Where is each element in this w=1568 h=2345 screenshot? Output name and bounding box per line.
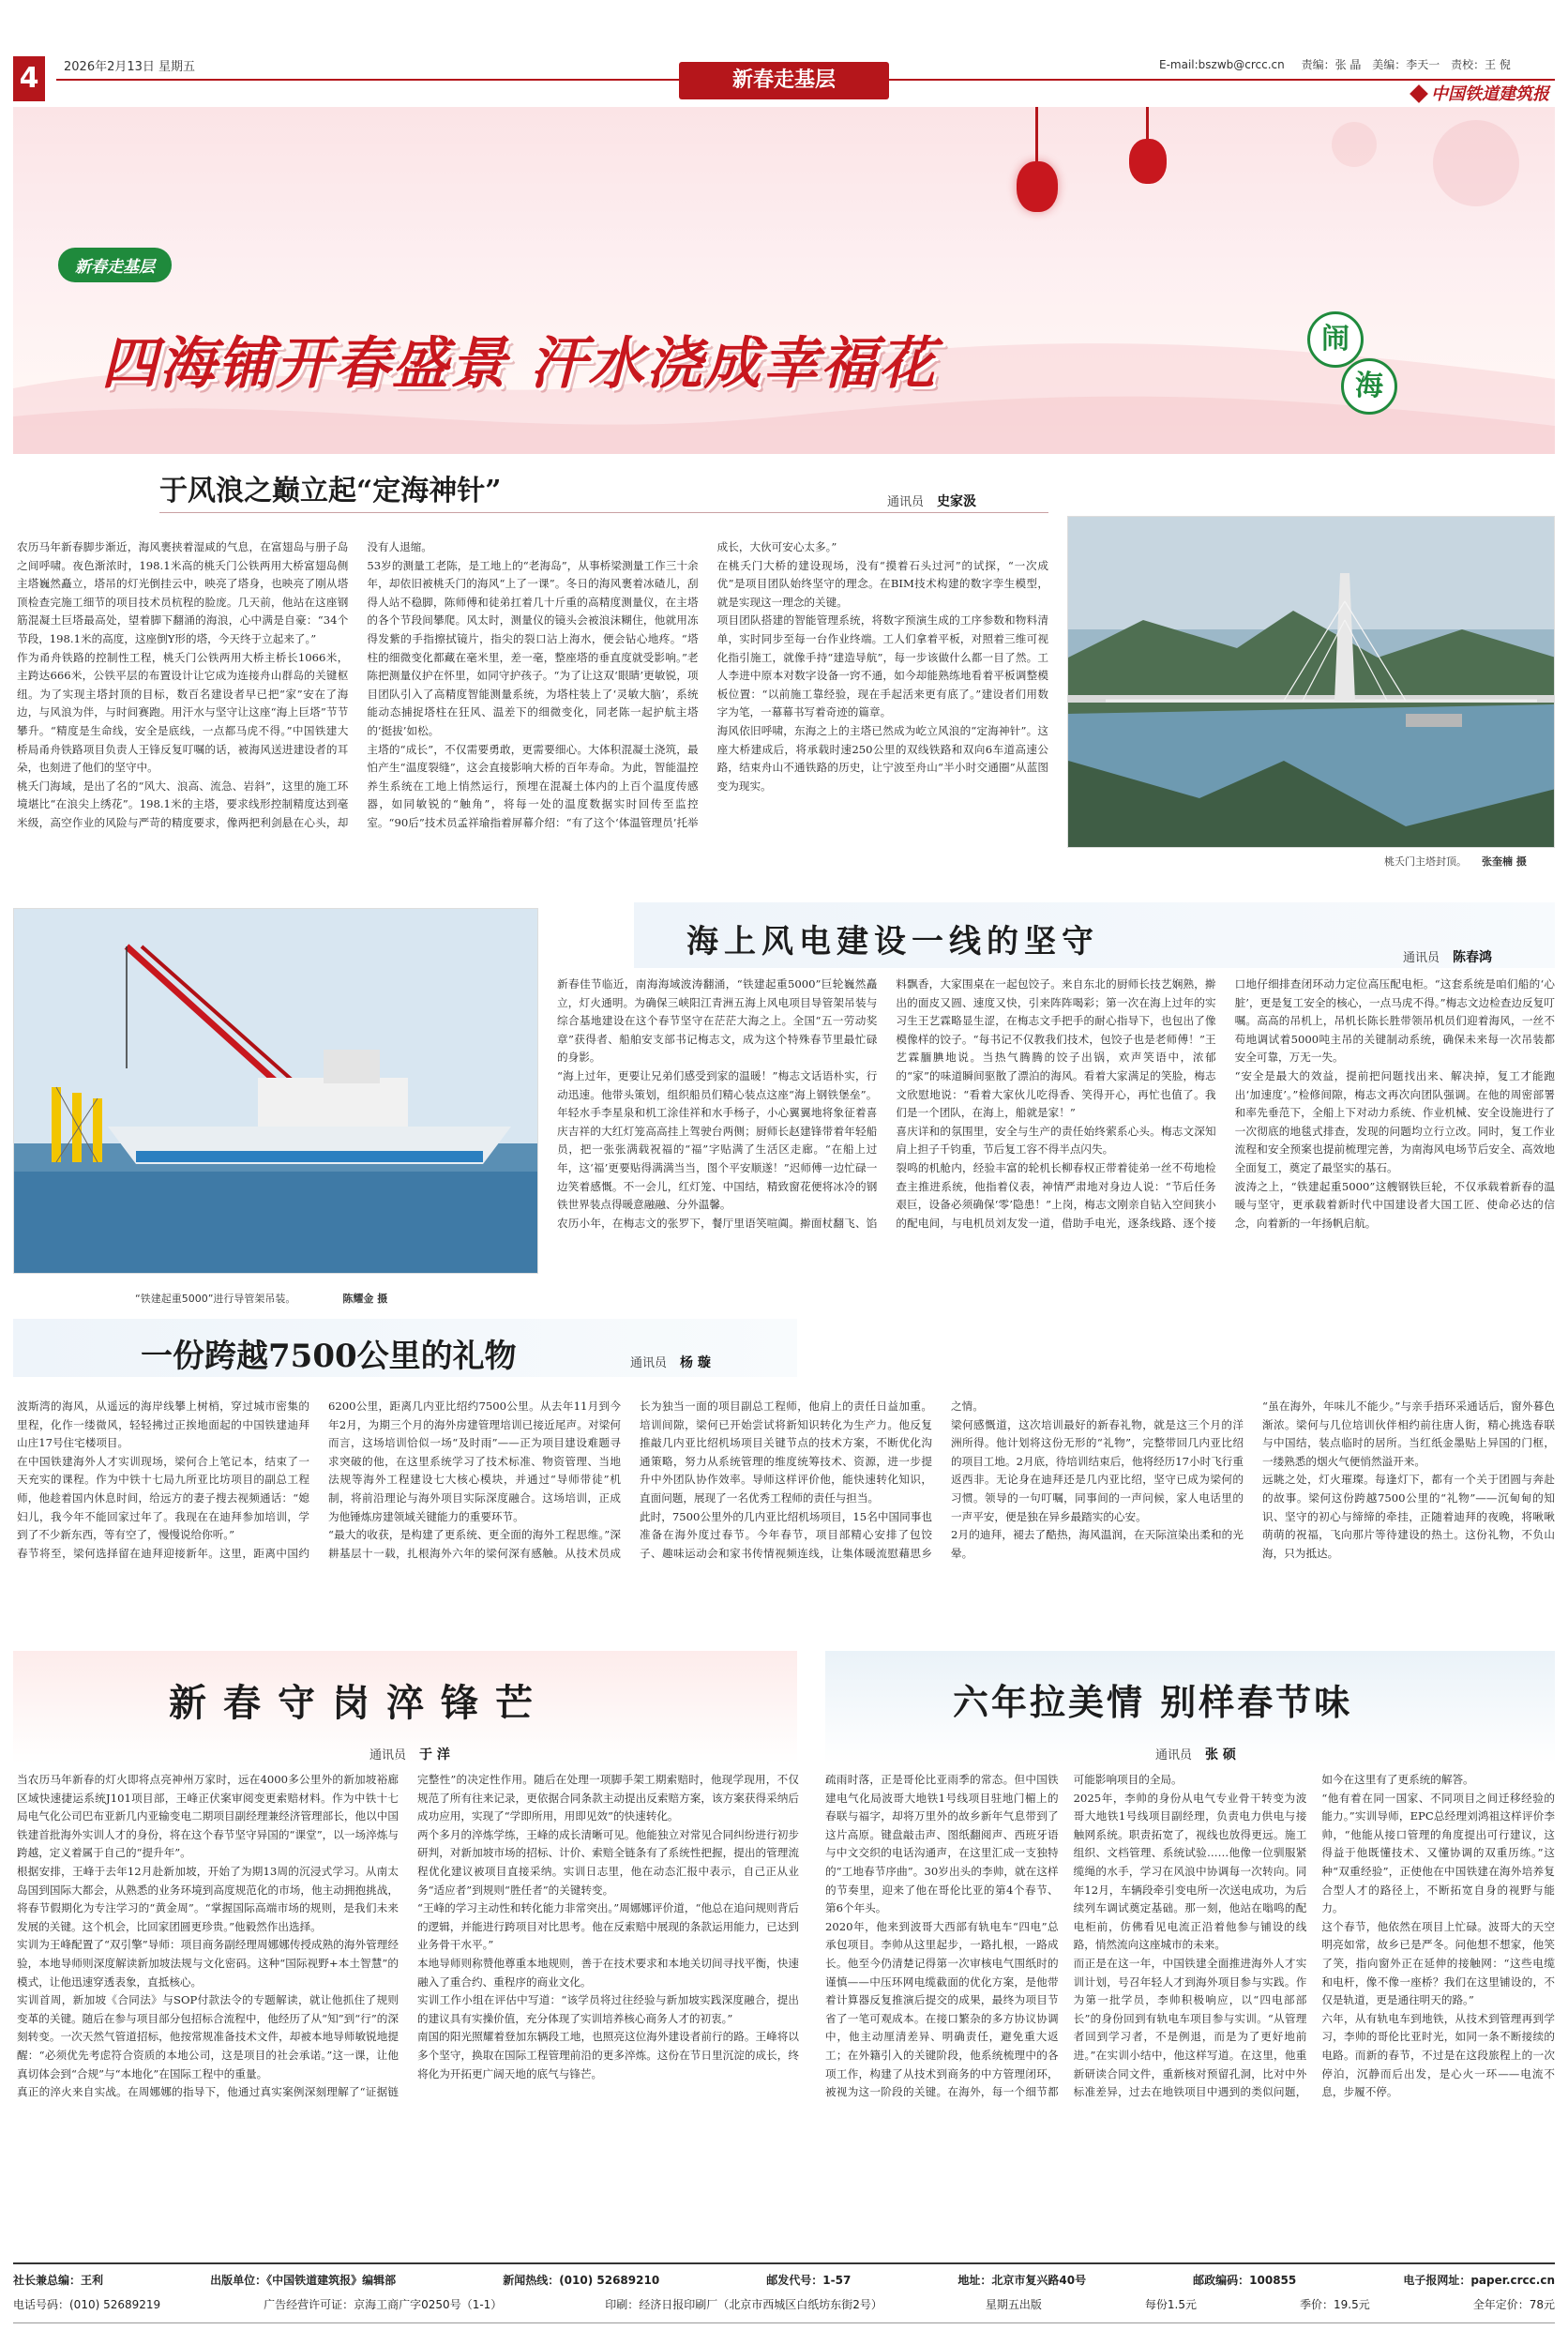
footer-ad-license: 广告经营许可证：京海工商广字0250号（1-1）	[264, 2298, 503, 2311]
lantern-icon	[1035, 107, 1038, 163]
article2-body: 新春佳节临近，南海海域波涛翻涌，“铁建起重5000”巨轮巍然矗立，灯火通明。为确保三峡阳江青洲五海上风电项目导管架吊装与综合基地建设在这个春节坚守在茫茫大海之上。全国“五一劳动奖章”获得者、船舶安支部书记梅志文，成为这个特殊春节里最忙碌的身影。 “海上过年，更要让兄弟们感受到家的温暖！”梅志文话语朴实，行动迅速。他带头策划，组织船员们精心装点这座“海上钢铁堡垒”。年轻水手李星泉和机工涂佳祥和水手杨子，小心翼翼地将象征着喜庆吉祥的大红灯笼高高挂上驾驶台两侧；厨师长赵建锋带着年轻船员，把一张张满载祝福的“福”字贴满了生活区走廊。“在船上过年，这‘福’更要贴得满满当当，图个平安顺遂！”迟师傅一边忙碌一边笑着感慨。不一会儿，红灯笼、中国结，精致窗花便将冰冷的钢铁世界装点得暖意融融、分外温馨。 农历小年，在梅志文的张罗下，餐厅里语笑喧阗。擀面杖翻飞、馅料飘香，大家围桌在一起包饺子。来自东北的厨师长技艺娴熟，擀出的面皮又圆、速度又快，引来阵阵喝彩；第一次在海上过年的实习生王艺霖略显生涩，在梅志文手把手的耐心指导下，也包出了像模像样的饺子。“每书记不仅教我们技术，包饺子也是老师傅！”王艺霖腼腆地说。当热气腾腾的饺子出锅，欢声笑语中，浓郁的“家”的味道瞬间驱散了漂泊的海风。看着大家满足的笑脸，梅志文欣慰地说：“看着大家伙儿吃得香、笑得开心，再忙也值了。我们是一个团队，在海上，船就是家！” 喜庆详和的氛围里，安全与生产的责任始终萦系心头。梅志文深知肩上担子千钧重，节后复工容不得半点闪失。 裂鸣的机舱内，经验丰富的轮机长柳春权正带着徒弟一丝不苟地检查主推进系统，他指着仪表，神情严肃地对身边人说：“节后任务艰巨，设备必须确保‘零’隐患！”上岗，梅志文刚亲自钻入空间狭小的配电间，与电机员刘友发一道，借助手电光，逐条线路、逐个接口地仔细排查闭环动力定位高压配电柜。“这套系统是咱们船的‘心脏’，更是复工安全的核心，一点马虎不得。”梅志文边检查边反复叮嘱。高高的吊机上，吊机长陈长胜带领吊机员们迎着海风，一丝不苟地调试着5000吨主吊的关键制动系统，确保未来每一次吊装都安全可靠，万无一失。 “安全是最大的效益，提前把问题找出来、解决掉，复工才能跑出‘加速度’。”检修间隙，梅志文再次向团队强调。在他的周密部署和率先垂范下，全船上下对动力系统、作业机械、安全设施进行了一次彻底的地毯式排查，发现的问题均立行立改。同时，复工作业流程和安全预案也提前梳理完善，为南海风电场节后安全、高效地全面复工，奠定了最坚实的基石。 波涛之上，“铁建起重5000”这艘钢铁巨轮，不仅承载着新春的温暖与坚守，更承载着新时代中国建设者大国工匠、使命必达的信念，向着新的一年扬帆启航。	[557, 977, 1555, 1230]
article3-byline: 通讯员 杨 璇	[630, 1355, 711, 1370]
footer-epaper: 电子报网址：paper.crcc.cn	[1403, 2274, 1555, 2287]
issue-date: 2026年2月13日 星期五	[64, 60, 196, 74]
article1-caption: 桃夭门主塔封顶。 张奎楠 摄	[1384, 855, 1527, 868]
footer-line-2	[13, 2296, 1555, 2312]
article2-byline: 通讯员 陈春鸿	[1403, 950, 1493, 965]
footer-line-1	[13, 2272, 1555, 2288]
lantern-icon	[1017, 161, 1058, 212]
article4-byline: 通讯员 于 洋	[369, 1747, 450, 1763]
footer-address: 地址：北京市复兴路40号	[957, 2274, 1087, 2287]
article1-title: 于风浪之巅立起“定海神针”	[159, 475, 502, 507]
footer-postal-code: 邮发代号：1-57	[766, 2274, 852, 2287]
footer-schedule: 星期五出版	[985, 2298, 1042, 2311]
badge-nao: 闹	[1307, 311, 1364, 368]
article1-byline: 通讯员 史家汲	[887, 494, 977, 509]
festive-banner	[13, 107, 1555, 454]
footer-price-annual: 全年定价：78元	[1472, 2298, 1555, 2311]
section-label: 新春走基层	[679, 62, 889, 99]
article2-caption: “铁建起重5000”进行导管架吊装。 陈耀金 摄	[135, 1293, 388, 1305]
masthead-icon	[1410, 84, 1428, 103]
article2-title: 海上风电建设一线的坚守	[686, 923, 1099, 961]
email: E-mail:bszwb@crcc.cn	[1159, 58, 1285, 71]
article3-title: 一份跨越7500公里的礼物	[141, 1338, 517, 1375]
footer-rule	[13, 2262, 1555, 2264]
lantern-icon	[1129, 139, 1167, 184]
footer-printer: 印刷：经济日报印刷厂（北京市西城区白纸坊东街2号）	[605, 2298, 882, 2311]
footer-phone: 电话号码：(010) 52689219	[13, 2298, 161, 2311]
masthead-logo: 中国铁道建筑报	[1412, 81, 1549, 105]
footer-hotline: 新闻热线：(010) 52689210	[503, 2274, 660, 2287]
editor-credits	[1159, 56, 1511, 72]
footer-president: 社长兼总编：王利	[13, 2274, 104, 2287]
footer-price-quarter: 季价：19.5元	[1299, 2298, 1370, 2311]
footer-price-single: 每份1.5元	[1144, 2298, 1197, 2311]
page-number: 4	[13, 56, 45, 101]
banner-tag: 新春走基层	[58, 248, 172, 282]
badge-hai: 海	[1341, 358, 1397, 415]
article4-title: 新春守岗淬锋芒	[169, 1681, 550, 1725]
article2-photo	[13, 908, 538, 1274]
article1-title-rule	[159, 512, 1048, 513]
lantern-icon	[1146, 107, 1149, 141]
editor: 责编：张 晶	[1301, 58, 1362, 71]
article4-body: 当农历马年新春的灯火即将点亮神州万家时，远在4000多公里外的新加坡裕廊区域快速捷运系统J101项目部，王峰正伏案审阅变更索赔材料。作为中铁十七局电气化公司巴布亚新几内亚输变电二期项目副经理兼经济管理部长，他以中国铁建首批海外实训人才的身份，将在这个春节坚守异国的“课堂”，以一场淬炼与跨越，定义着属于自己的“提升年”。 根据安排，王峰于去年12月赴新加坡，开始了为期13周的沉浸式学习。从南太岛国到国际大都会，从熟悉的业务环境到高度规范化的市场，他主动拥抱挑战，将春节假期化为专注学习的“黄金周”。“掌握国际高端市场的规则，是我们未来发展的关键。这个机会，比回家团圆更珍贵。”他毅然作出选择。 实训为王峰配置了“双引擎”导师：项目商务副经理周娜娜传授成熟的海外管理经验，本地导师则深度解读新加坡法规与文化密码。这种“国际视野+本土智慧”的模式，让他迅速穿透表象，直抵核心。 实训首周，新加坡《合同法》与SOP付款法令的专题解读，就让他抓住了规则变革的关键。随后在参与项目部分包招标合流程中，他经历了从“知”到“行”的深刻转变。一次天然气管道招标，他按常规准备技术文件，却被本地导师敏锐地提醒：“必须优先考虑符合资质的本地公司，这是项目的社会承诺。”这一课，让他真切体会到“合规”与“本地化”在国际工程中的重量。 真正的淬火来自实战。在周娜娜的指导下，他通过真实案例深刻理解了“证据链完整性”的决定性作用。随后在处理一项脚手架工期索赔时，他现学现用，不仅规范了所有往来记录，更依据合同条款主动提出反索赔方案，该方案获得采纳后成功应用，实现了“学即所用，用即见效”的快速转化。 两个多月的淬炼学练，王峰的成长清晰可见。他能独立对常见合同纠纷进行初步研判，对新加坡市场的招标、计价、索赔全链条有了系统性把握，提出的管理流程优化建议被项目直接采纳。实训日志里，他在动态汇报中表示，自己正从业务“适应者”到规则“胜任者”的关键转变。 “王峰的学习主动性和转化能力非常突出。”周娜娜评价道，“他总在追问规则背后的逻辑，并能进行跨项目对比思考。他在反索赔中展现的条款运用能力，已达到业务骨干水平。” 本地导师则称赞他尊重本地规则，善于在技术要求和本地关切间寻找平衡，快速融入了重合约、重程序的商业文化。 实训工作小组在评估中写道：“该学员将过往经验与新加坡实践深度融合，提出的建议具有实操价值，充分体现了实训培养核心商务人才的初衷。” 南国的阳光照耀着登加东辆段工地，也照亮这位海外建设者前行的路。王峰将以多个坚守，换取在国际工程管理前沿的更多淬炼。这份在节日里沉淀的成长，终将化为开拓更广阔天地的底气与锋芒。	[17, 1773, 799, 2099]
article5-body: 疏雨时落，正是哥伦比亚雨季的常态。但中国铁建电气化局波哥大地铁1号线项目驻地门楣上的春联与福字，却将万里外的故乡新年气息带到了这片高原。键盘敲击声、图纸翻阅声、西班牙语与中文交织的电话沟通声，在这里汇成一支独特的“工地春节序曲”。30岁出头的李帅，就在这样的节奏里，迎来了他在哥伦比亚的第4个春节、第6个年头。 2020年，他来到波哥大西部有轨电车“四电”总承包项目。李帅从这里起步，一路扎根，一路成长。他至今仍清楚记得第一次审核电气围纸时的谨慎——中压环网电缆截面的优化方案，是他带着计算器反复推演后提交的成果，最终为项目节省了一笔可观成本。在接口繁杂的多方协议协调中，他主动厘清差异、明确责任，避免重大返工；在外籍引入的关键阶段，他系统梳理中的各项工作，构建了从技术到商务的中方管理闭环，被视为这一阶段的关键。在海外，每一个细节都可能影响项目的全局。 2025年，李帅的身份从电气专业骨干转变为波哥大地铁1号线项目副经理，负责电力供电与接触网系统。职责拓宽了，视线也放得更远。施工组织、文档管理、系统试验……他像一位驯服紧缆绳的水手，学习在风浪中协调每一次转向。同年12月，车辆段牵引变电所一次送电成功，为后续列车调试奠定基础。那一刻，他站在嗡鸣的配电柜前，仿佛看见电流正沿着他参与铺设的线路，悄然流向这座城市的未来。 而正是在这一年，中国铁建全面推进海外人才实训计划，号召年轻人才到海外项目参与实践。作为第一批学员，李帅积极响应，以“四电部部长”的身份回到有轨电车项目参与实训。“从管理者回到学习者，不是例退，而是为了更好地前进。”在实训小结中，他这样写道。在这里，他重新研读合同文件，重新核对预留孔洞，比对中外标准差异，过去在地铁项目中遇到的类似问题，如今在这里有了更系统的解答。 “他有着在同一国家、不同项目之间迁移经验的能力。”实训导师，EPC总经理刘鸿祖这样评价李帅，“他能从接口管理的角度提出可行建议，这得益于他既懂技术、又懂协调的双重历练。”这种“双重经验”，正使他在中国铁建在海外培养复合型人才的路径上，不断拓宽自身的视野与能力。 这个春节，他依然在项目上忙碌。波哥大的天空明亮如常，故乡已是严冬。问他想不想家，他笑了笑，指向窗外正在延伸的接触网：“这些电缆和电杆，像不像一座桥？我们在这里铺设的，不仅是轨道，更是通往明天的路。” 六年，从有轨电车到地铁，从技术到管理再到学习，李帅的哥伦比亚时光，如同一条不断接续的电路。而新的春节，不过是在这段旅程上的一次停泊，沉静而后出发，是心火一环——电流不息，步履不停。	[825, 1773, 1555, 2099]
footer-bottom-rule	[13, 2322, 1555, 2323]
article1-body: 农历马年新春脚步渐近，海风裹挟着湿咸的气息，在富翅岛与册子岛之间呼啸。夜色渐浓时，198.1米高的桃夭门公铁两用大桥富翅岛侧主塔巍然矗立，塔吊的灯光倒挂云中，映亮了塔身，也映亮了刚从塔顶检查完施工细节的项目技术员杭程的脸庞。几天前，他站在这座钢筋混凝土巨塔最高处，望着脚下翻涌的海浪，心中满是自豪：“34个节段，198.1米的高度，这座倒Y形的塔，今天终于立起来了。” 作为甬舟铁路的控制性工程，桃夭门公铁两用大桥主桥长1066米，主跨达666米，公铁平层的布置设计让它成为连接舟山群岛的关键枢纽。为了实现主塔封顶的目标，数百名建设者早已把“家”安在了海边，与风浪为伴，与时间赛跑。用汗水与坚守让这座“海上巨塔”节节攀升。“精度是生命线，安全是底线，一点都马虎不得。”中国铁建大桥局甬舟铁路项目负责人王锋反复叮嘱的话，被海风送进建设者的耳朵，也刻进了他们的坚守中。 桃夭门海域，是出了名的“风大、浪高、流急、岩斜”，这里的施工环境堪比“在浪尖上绣花”。198.1米的主塔，要求线形控制精度达到毫米级，高空作业的风险与严苛的精度要求，像两把利剑悬在心头，却没有人退缩。 53岁的测量工老陈，是工地上的“老海岛”，从事桥梁测量工作三十余年，却依旧被桃夭门的海风“上了一课”。冬日的海风裹着冰碴儿，刮得人站不稳脚，陈师傅和徒弟扛着几十斤重的高精度测量仪，在主塔的各个节段间攀爬。风太时，测量仪的镜头会被浪沫糊住，他就用冻得发紫的手指擦拭镜片，指尖的裂口沾上海水，便会钻心地疼。“塔柱的细微变化都藏在毫米里，差一毫，整座塔的垂直度就受影响。”老陈把测量仪护在怀里，如同守护孩子。“为了让这双‘眼睛’更敏锐，项目团队引入了高精度智能测量系统，为塔柱装上了‘灵敏大脑’，系统能动态捕捉塔柱在狂风、温差下的细微变化，同老陈一起护航主塔的‘挺拔’如松。 主塔的“成长”，不仅需要勇敢，更需要细心。大体积混凝土浇筑，最怕产生“温度裂缝”，这会直接影响大桥的百年寿命。为此，智能温控养生系统在工地上悄然运行，预埋在混凝土体内的上百个温度传感器，如同敏锐的“触角”，将每一处的温度数据实时回传至监控室。“90后”技术员孟祥瑜指着屏幕介绍：“有了这个‘体温管理员’托举成长，大伙可安心太多。” 在桃夭门大桥的建设现场，没有“摸着石头过河”的试探，“一次成优”是项目团队始终坚守的理念。在BIM技术构建的数字孪生模型，就是实现这一理念的关键。 项目团队搭建的智能管理系统，将数字预演生成的工序参数和物料清单，实时同步至每一台作业终端。工人们拿着平板，对照着三维可视化指引施工，就像手持“建造导航”，每一步该做什么都一目了然。工人李进中原本对数字设备一窍不通，如今却能熟练地看着平板调整模板位置：“以前施工靠经验，现在手起活来更有底了。”建设者们用数字为笔，一幕幕书写着奇迹的篇章。 海风依旧呼啸，东海之上的主塔已然成为屹立风浪的“定海神针”。这座大桥建成后，将承载时速250公里的双线铁路和双向6车道高速公路，结束舟山不通铁路的历史，让宁波至舟山“半小时交通圈”从蓝图变为现实。	[17, 540, 1048, 829]
footer-zip: 邮政编码：100855	[1193, 2274, 1297, 2287]
article1-photo	[1067, 516, 1555, 848]
banner-headline: 四海铺开春盛景 汗水浇成幸福花	[101, 331, 937, 397]
article3-body-a: 波斯湾的海风，从遥远的海岸线攀上树梢，穿过城市密集的里程，化作一缕微风，轻轻拂过正挨地面起的中国铁建迪拜山庄17号住宅楼项目。 在中国铁建海外人才实训现场，梁何合上笔记本，结束了一天充实的课程。作为中铁十七局九所亚比坊项目的副总工程师，他趁着国内休息时间，给远方的妻子搜去视频通话：“媳妇儿，我今年不能回家过年了。我现在在迪拜参加培训，学到了不少新东西，等有空了，慢慢说给你听。” 春节将至，梁何选择留在迪拜迎接新年。这里，距离中国约6200公里，距离几内亚比绍约7500公里。从去年11月到今年2月，为期三个月的海外房建管理培训已接近尾声。对梁何而言，这场培训恰似一场“及时雨”——正为项目建设难题寻求突破的他，在这里系统学习了技术标准、物资管理、当地法规等海外工程建设七大核心模块，并通过“导师带徒”机制，将前沿理论与海外项目实际深度融合。这场培训，正成为他锤炼房建领域关键能力的重要环节。 “最大的收获，是构建了更系统、更全面的海外工程思维。”深耕基层十一载，扎根海外六年的梁何深有感触。从技术员成长为独当一面的项目副总工程师，他肩上的责任日益加重。培训间隙，梁何已开始尝试将新知识转化为生产力。他反复推敲几内亚比绍机场项目关键节点的技术方案，不断优化沟通策略，努力从系统管理的维度统筹技术、资源，进一步提升中外团队协作效率。导师这样评价他，能快速转化知识，直面问题，展现了一名优秀工程师的责任与担当。 此时，7500公里外的几内亚比绍机场项目，15名中国同事也准备在海外度过春节。今年春节，项目部精心安排了包饺子、趣味运动会和家书传情视频连线，让集体暖流慰藉思乡之情。 梁何感慨道，这次培训最好的新春礼物，就是这三个月的洋洲所得。他计划将这份无形的“礼物”，完整带回几内亚比绍的项目工地。2月底，待培训结束后，他将经历17小时飞行重返西非。无论身在迪拜还是几内亚比绍，坚守已成为梁何的习惯。领导的一句叮嘱，同事间的一声问候，家人电话里的一声平安，便是独在异乡最踏实的心安。 2月的迪拜，褪去了酷热，海风温润，在天际渲染出柔和的光晕。 “虽在海外，年味儿不能少。”与亲手捂环采通话后，窗外暮色渐浓。梁何与几位培训伙伴相约前往唐人街，精心挑选春联与中国结，装点临时的居所。当红纸金墨贴上异国的门框，一缕熟悉的烟火气便悄然溢开来。 远眺之处，灯火璀璨。每逢灯下，都有一个关于团圆与奔赴的故事。梁何这份跨越7500公里的“礼物”——沉甸甸的知识、坚守的初心与缔缔的牵挂，正随着迪拜的夜晚，将啾啾萌萌的祝福，飞向那片等待建设的热土。这份礼物，不负山海，只为抵达。	[17, 1399, 1555, 1560]
article5-byline: 通讯员 张 硕	[1155, 1747, 1236, 1763]
wave-decoration	[13, 107, 1555, 454]
art-editor: 美编：李天一	[1372, 58, 1440, 71]
proofreader: 责校：王 倪	[1451, 58, 1511, 71]
article5-title: 六年拉美情 别样春节味	[953, 1681, 1353, 1723]
footer-publisher: 出版单位：《中国铁道建筑报》编辑部	[210, 2274, 397, 2287]
bridge-tower-photo	[1068, 517, 1555, 848]
crane-ship-photo	[14, 909, 538, 1274]
